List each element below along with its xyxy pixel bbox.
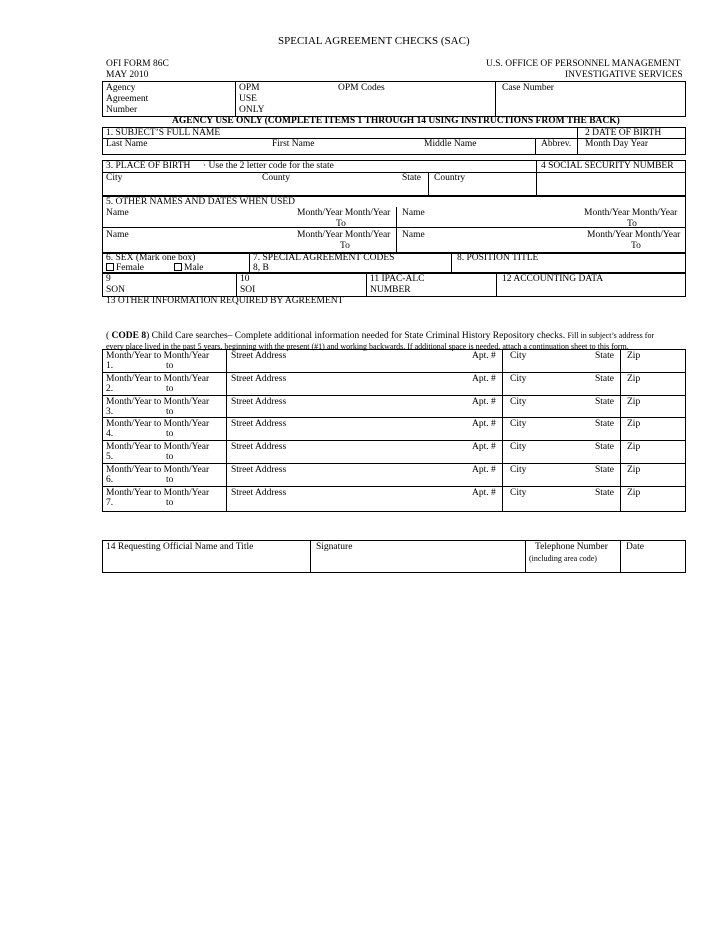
apt-field[interactable]: Apt. #	[472, 419, 496, 429]
son-field[interactable]: SON	[106, 285, 126, 295]
dob-field[interactable]: Month Day Year	[585, 139, 649, 149]
instructions-banner: AGENCY USE ONLY (COMPLETE ITEMS 1 THROUGH 14 USING INSTRUCTIONS FROM THE BACK)	[172, 116, 620, 126]
other-name-3-dates[interactable]: Month/Year Month/Year	[297, 230, 391, 240]
other-name-1-field[interactable]: Name	[106, 208, 129, 218]
form-title: SPECIAL AGREEMENT CHECKS (SAC)	[278, 35, 470, 47]
opm-use-line3: ONLY	[239, 105, 265, 115]
birth-country-field[interactable]: Country	[434, 173, 466, 183]
city-field[interactable]: City	[510, 465, 527, 475]
son-number: 9	[106, 274, 111, 284]
other-name-4-to: To	[631, 241, 641, 251]
address-to-label: to	[166, 361, 174, 371]
apt-field[interactable]: Apt. #	[472, 397, 496, 407]
ipac-alc-label[interactable]: 11 IPAC-ALC	[370, 274, 425, 284]
other-name-4-field[interactable]: Name	[402, 230, 425, 240]
subject-full-name-label: 1. SUBJECT’S FULL NAME	[106, 128, 221, 138]
street-address-field[interactable]: Street Address	[231, 351, 287, 361]
address-to-label: to	[166, 498, 174, 508]
soi-field[interactable]: SOI	[240, 285, 256, 295]
other-name-3-field[interactable]: Name	[106, 230, 129, 240]
accounting-data-field[interactable]: 12 ACCOUNTING DATA	[502, 274, 604, 284]
other-name-1-dates[interactable]: Month/Year Month/Year	[297, 208, 391, 218]
first-name-field[interactable]: First Name	[272, 139, 315, 149]
state-field[interactable]: State	[595, 397, 614, 407]
other-name-2-to: To	[627, 219, 637, 229]
telephone-note: (including area code)	[529, 554, 597, 563]
street-address-field[interactable]: Street Address	[231, 442, 287, 452]
opm-use-line2: USE	[239, 94, 257, 104]
address-row-number: 5.	[106, 452, 114, 462]
city-field[interactable]: City	[510, 419, 527, 429]
middle-name-field[interactable]: Middle Name	[424, 139, 477, 149]
address-dates-field[interactable]: Month/Year to Month/Year	[106, 374, 210, 384]
opm-codes-field[interactable]: OPM Codes	[338, 83, 385, 93]
male-label: Male	[184, 263, 204, 273]
address-dates-field[interactable]: Month/Year to Month/Year	[106, 465, 210, 475]
zip-field[interactable]: Zip	[627, 442, 641, 452]
special-agreement-codes-value[interactable]: 8, B	[253, 263, 269, 273]
other-name-4-dates[interactable]: Month/Year Month/Year	[587, 230, 681, 240]
special-agreement-codes-label: 7. SPECIAL AGREEMENT CODES	[253, 253, 395, 263]
state-field[interactable]: State	[595, 442, 614, 452]
address-to-label: to	[166, 475, 174, 485]
birth-state-field[interactable]: State	[402, 173, 421, 183]
state-field[interactable]: State	[595, 419, 614, 429]
apt-field[interactable]: Apt. #	[472, 465, 496, 475]
agency-label-line2: Agreement	[106, 94, 149, 104]
last-name-field[interactable]: Last Name	[106, 139, 148, 149]
zip-field[interactable]: Zip	[627, 465, 641, 475]
other-name-1-to: To	[336, 219, 346, 229]
address-dates-field[interactable]: Month/Year to Month/Year	[106, 351, 210, 361]
city-field[interactable]: City	[510, 397, 527, 407]
case-number-field[interactable]: Case Number	[502, 83, 554, 93]
issuing-service: INVESTIGATIVE SERVICES	[565, 70, 683, 80]
address-row-number: 4.	[106, 429, 114, 439]
female-label: Female	[116, 263, 144, 273]
zip-field[interactable]: Zip	[627, 488, 641, 498]
city-field[interactable]: City	[510, 374, 527, 384]
abbrev-field[interactable]: Abbrev.	[541, 139, 572, 149]
address-to-label: to	[166, 407, 174, 417]
signature-field[interactable]: Signature	[316, 542, 353, 552]
state-field[interactable]: State	[595, 465, 614, 475]
code8-text: ) Child Care searches– Complete additional information needed for State Criminal History Repository checks.	[146, 331, 566, 341]
birth-county-field[interactable]: County	[262, 173, 290, 183]
street-address-field[interactable]: Street Address	[231, 374, 287, 384]
apt-field[interactable]: Apt. #	[472, 374, 496, 384]
other-info-label: 13 OTHER INFORMATION REQUIRED BY AGREEMENT	[106, 296, 344, 306]
address-row-number: 1.	[106, 361, 114, 371]
code8-note-3: If additional space is needed, attach a continuation sheet to this form.	[407, 342, 629, 351]
soi-number: 10	[240, 274, 250, 284]
requesting-official-field[interactable]: 14 Requesting Official Name and Title	[106, 542, 254, 552]
other-name-3-to: To	[340, 241, 350, 251]
telephone-field[interactable]: Telephone Number	[535, 542, 608, 552]
issuing-agency: U.S. OFFICE OF PERSONNEL MANAGEMENT	[486, 59, 681, 69]
street-address-field[interactable]: Street Address	[231, 465, 287, 475]
city-field[interactable]: City	[510, 351, 527, 361]
state-field[interactable]: State	[595, 374, 614, 384]
ipac-alc-label-line2: NUMBER	[370, 285, 411, 295]
opm-use-only-label: OPM	[239, 83, 260, 93]
zip-field[interactable]: Zip	[627, 419, 641, 429]
code8-note-1: Fill in subject’s address for	[567, 331, 655, 340]
code8-open-paren: (	[106, 331, 110, 341]
code8-note-2: every place lived in the past 5 years, beginning with the present (#1) and working backwards.	[106, 342, 406, 351]
agency-label-line3: Number	[106, 105, 138, 115]
address-dates-field[interactable]: Month/Year to Month/Year	[106, 488, 210, 498]
address-row-number: 2.	[106, 384, 114, 394]
date-field[interactable]: Date	[626, 542, 644, 552]
address-row-number: 6.	[106, 475, 114, 485]
street-address-field[interactable]: Street Address	[231, 488, 287, 498]
address-dates-field[interactable]: Month/Year to Month/Year	[106, 397, 210, 407]
address-dates-field[interactable]: Month/Year to Month/Year	[106, 442, 210, 452]
date-of-birth-label: 2 DATE OF BIRTH	[585, 128, 662, 138]
agency-block	[102, 81, 686, 117]
zip-field[interactable]: Zip	[627, 397, 641, 407]
apt-field[interactable]: Apt. #	[472, 442, 496, 452]
form-date: MAY 2010	[106, 70, 149, 80]
form-number: OFI FORM 86C	[106, 59, 169, 69]
street-address-field[interactable]: Street Address	[231, 397, 287, 407]
code8-code: CODE 8	[111, 331, 147, 341]
sex-label: 6. SEX (Mark one box)	[106, 253, 196, 263]
address-dates-field[interactable]: Month/Year to Month/Year	[106, 419, 210, 429]
zip-field[interactable]: Zip	[627, 351, 641, 361]
address-to-label: to	[166, 429, 174, 439]
address-row-number: 7.	[106, 498, 114, 508]
other-name-2-dates[interactable]: Month/Year Month/Year	[584, 208, 678, 218]
street-address-field[interactable]: Street Address	[231, 419, 287, 429]
other-name-2-field[interactable]: Name	[402, 208, 425, 218]
zip-field[interactable]: Zip	[627, 374, 641, 384]
city-field[interactable]: City	[510, 488, 527, 498]
apt-field[interactable]: Apt. #	[472, 351, 496, 361]
city-field[interactable]: City	[510, 442, 527, 452]
ssn-label: 4 SOCIAL SECURITY NUMBER	[541, 161, 674, 171]
apt-field[interactable]: Apt. #	[472, 488, 496, 498]
position-title-label[interactable]: 8. POSITION TITLE	[457, 253, 539, 263]
state-field[interactable]: State	[595, 351, 614, 361]
state-code-hint: · Use the 2 letter code for the state	[203, 161, 334, 171]
other-names-label: 5. OTHER NAMES AND DATES WHEN USED	[106, 197, 296, 207]
birth-city-field[interactable]: City	[106, 173, 123, 183]
male-checkbox-box[interactable]	[174, 263, 182, 271]
state-field[interactable]: State	[595, 488, 614, 498]
agency-agreement-number-label: Agency	[106, 83, 136, 93]
address-row-number: 3.	[106, 407, 114, 417]
address-to-label: to	[166, 384, 174, 394]
place-of-birth-label: 3. PLACE OF BIRTH	[106, 161, 191, 171]
female-checkbox-box[interactable]	[106, 263, 114, 271]
address-to-label: to	[166, 452, 174, 462]
